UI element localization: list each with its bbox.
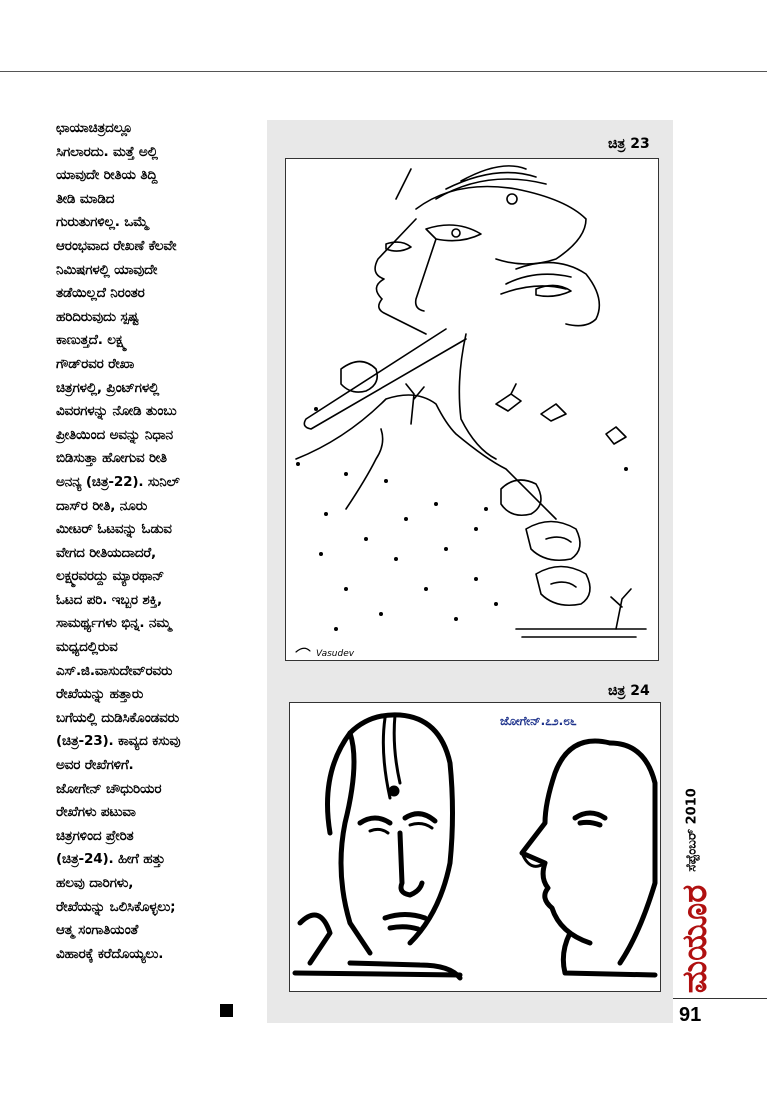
issue-date: ಸೆಪ್ಟೆಂಬರ್ 2010 xyxy=(684,788,700,872)
text-line: ಬಗೆಯಲ್ಲಿ ದುಡಿಸಿಕೊಂಡವರು xyxy=(56,709,179,726)
figure-24-drawing xyxy=(289,702,661,992)
text-line: ಎಸ್.ಜಿ.ವಾಸುದೇವ್‌ರವರು xyxy=(56,662,173,679)
figure-24-caption: ಚಿತ್ರ 24 xyxy=(608,683,650,699)
text-line: ರೇಖೆಗಳು ಪಟುವಾ xyxy=(56,804,136,821)
text-line: ವಿವರಗಳನ್ನು ನೋಡಿ ತುಂಬು xyxy=(56,403,177,420)
text-line: ಅನನ್ಯ (ಚಿತ್ರ-22). ಸುನಿಲ್ xyxy=(56,473,180,490)
text-line: ಚಿತ್ರಗಳಲ್ಲಿ, ಪ್ರಿಂಟ್‌ಗಳಲ್ಲಿ xyxy=(56,379,160,396)
text-line: ಜೋಗೇನ್ ಚೌಧುರಿಯರ xyxy=(56,780,162,797)
text-line: ಓಟದ ಪರಿ. ಇಬ್ಬರ ಶಕ್ತಿ, xyxy=(56,591,162,608)
figure-24-inscription: ಜೋಗೇನ್.೭೨.೮೬ xyxy=(500,714,577,728)
text-line: ಆರಂಭವಾದ ರೇಖಣೆ ಕೆಲವೇ xyxy=(56,237,177,254)
text-line: ಛಾಯಾಚಿತ್ರದಲ್ಲೂ xyxy=(56,120,133,136)
svg-text:ಮಯೂರ: ಮಯೂರ xyxy=(675,884,715,994)
text-line: ಬಿಡಿಸುತ್ತಾ ಹೋಗುವ ರೀತಿ xyxy=(56,450,167,467)
text-line: ಕಾಣುತ್ತದೆ. ಲಕ್ಷ್ಮ xyxy=(56,332,127,349)
text-line: ಪ್ರೀತಿಯಿಂದ ಅವನ್ನು ನಿಧಾನ xyxy=(56,426,173,443)
text-line: ಹರಿದಿರುವುದು ಸ್ಪಷ್ಟ xyxy=(56,308,139,325)
text-line: ಗೌಡ್‌ರವರ ರೇಖಾ xyxy=(56,355,135,372)
text-line: ಅವರ ರೇಖೆಗಳಿಗೆ. xyxy=(56,757,134,774)
end-of-article-mark xyxy=(220,1004,233,1017)
text-line: ವಿಹಾರಕ್ಕೆ ಕರೆದೊಯ್ಯಲು. xyxy=(56,945,164,962)
article-text-column xyxy=(56,117,256,966)
text-line: (ಚಿತ್ರ-23). ಕಾವ್ಯದ ಕಸುವು xyxy=(56,733,181,750)
text-line: ಮೀಟರ್ ಓಟವನ್ನು ಓಡುವ xyxy=(56,521,172,538)
page-number: 91 xyxy=(679,1004,702,1026)
text-line: ನಿಮಿಷಗಳಲ್ಲಿ ಯಾವುದೇ xyxy=(56,261,158,278)
text-line: ರೇಖೆಯನ್ನು ಒಲಿಸಿಕೊಳ್ಳಲು; xyxy=(56,898,176,915)
text-line: ಹಲವು ದಾರಿಗಳು, xyxy=(56,875,134,891)
figure-23-signature: Vasudev xyxy=(316,649,355,659)
text-line: ರೇಖೆಯನ್ನು ಹತ್ತಾರು xyxy=(56,686,144,703)
text-line: ಸಿಗಲಾರದು. ಮತ್ತೆ ಅಲ್ಲಿ xyxy=(56,143,158,160)
text-line: ಲಕ್ಷ್ಮರವರದ್ದು ಮ್ಯಾರಥಾನ್ xyxy=(56,568,165,585)
text-line: ತೀಡಿ ಮಾಡಿದ xyxy=(56,190,115,207)
figure-23-drawing xyxy=(285,158,659,661)
text-line: ಯಾವುದೇ ರೀತಿಯ ತಿದ್ದಿ xyxy=(56,167,158,184)
text-line: ದಾಸ್‌ರ ರೀತಿ, ನೂರು xyxy=(56,497,148,514)
text-line: ವೇಗದ ರೀತಿಯದಾದರೆ, xyxy=(56,544,156,561)
text-line: ಗುರುತುಗಳಿಲ್ಲ. ಒಮ್ಮೆ xyxy=(56,214,149,231)
figure-23-caption: ಚಿತ್ರ 23 xyxy=(608,136,650,152)
footer-rule xyxy=(673,998,767,999)
top-rule xyxy=(0,71,767,72)
text-line: ಸಾಮರ್ಥ್ಯಗಳು ಭಿನ್ನ. ನಮ್ಮ xyxy=(56,615,171,632)
text-line: ಮಧ್ಯದಲ್ಲಿರುವ xyxy=(56,639,118,656)
magazine-logo xyxy=(672,884,716,994)
text-line: ತಡೆಯಿಲ್ಲದೆ ನಿರಂತರ xyxy=(56,285,145,302)
text-line: (ಚಿತ್ರ-24). ಹೀಗೆ ಹತ್ತು xyxy=(56,851,165,868)
text-line: ಆತ್ಮ ಸಂಗಾತಿಯಂತೆ xyxy=(56,922,139,939)
text-line: ಚಿತ್ರಗಳಿಂದ ಪ್ರೇರಿತ xyxy=(56,827,134,844)
